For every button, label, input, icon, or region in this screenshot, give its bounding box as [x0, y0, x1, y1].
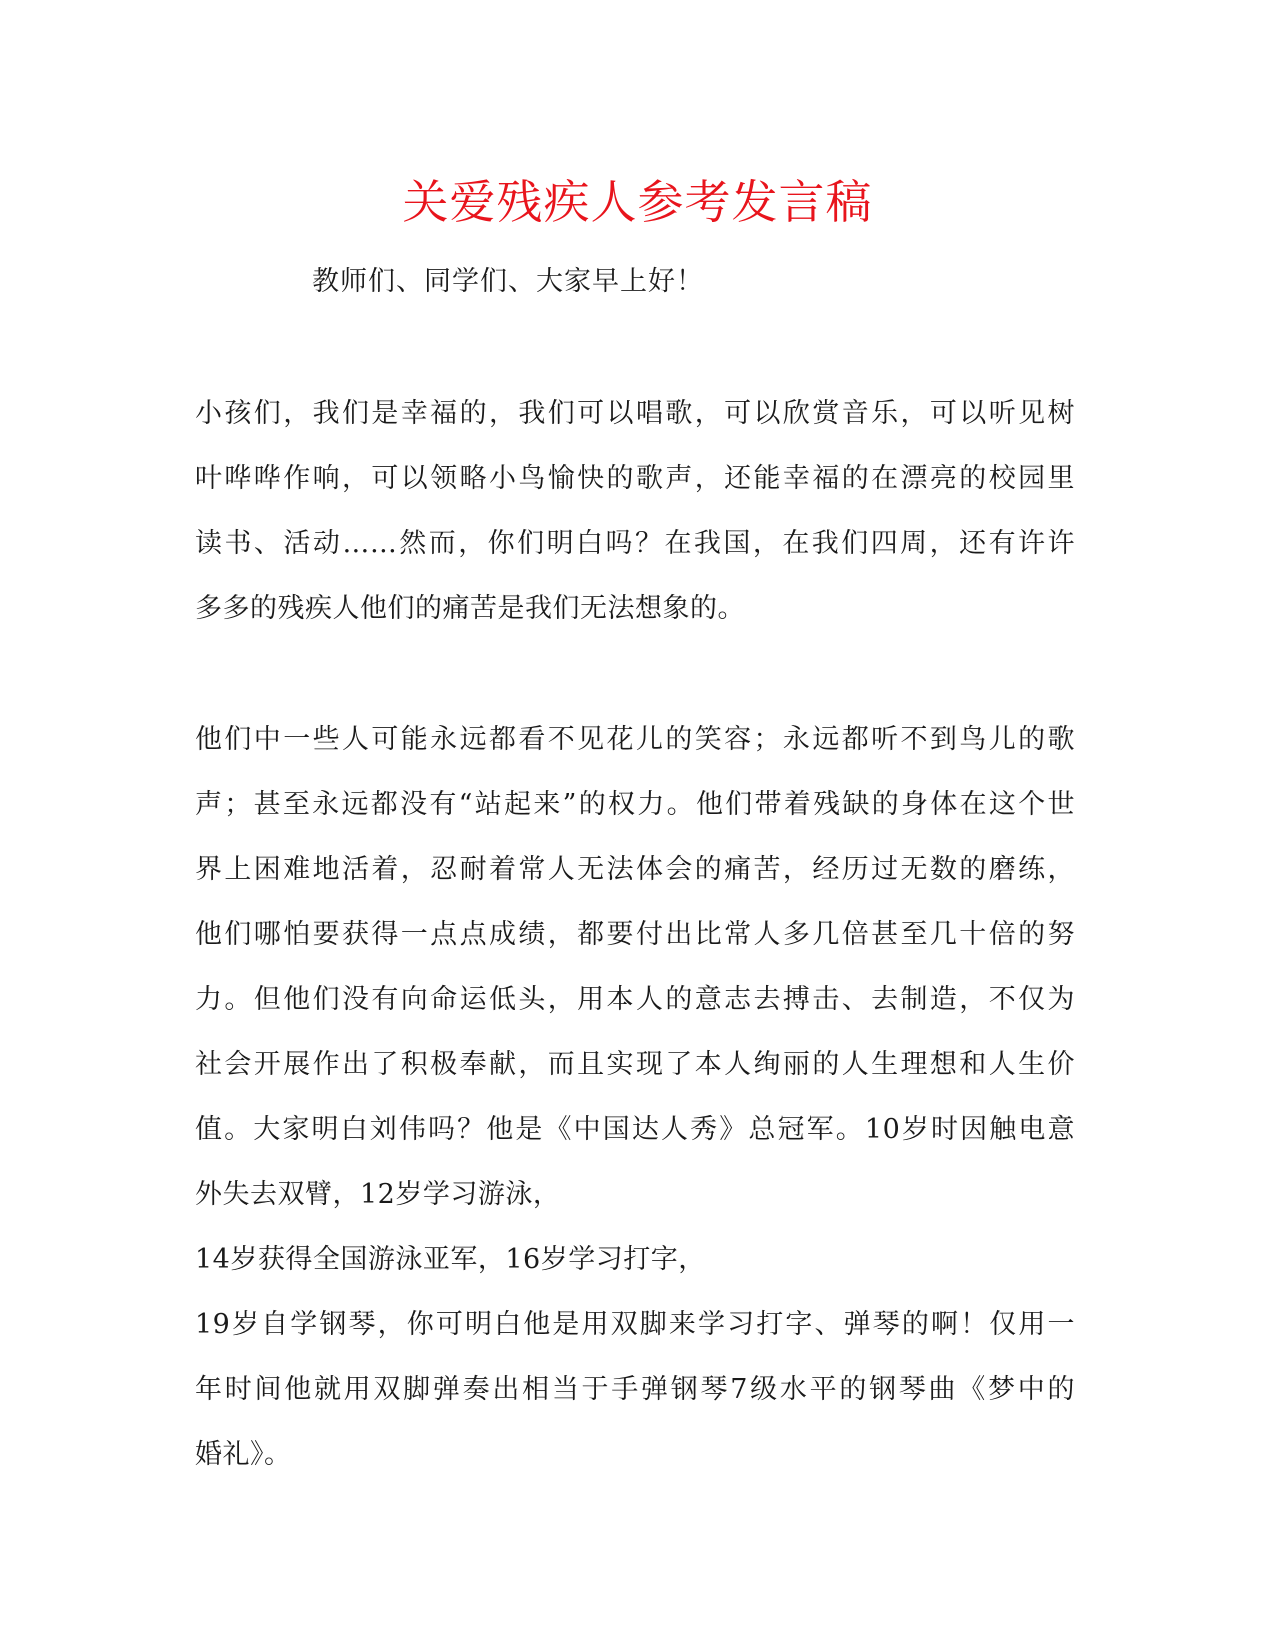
- paragraph-line: 界上困难地活着，忍耐着常人无法体会的痛苦，经历过无数的磨练，: [195, 854, 1075, 885]
- paragraph-1: [195, 381, 1075, 641]
- paragraph-line: 社会开展作出了积极奉献，而且实现了本人绚丽的人生理想和人生价: [195, 1049, 1075, 1080]
- paragraph-line: 婚礼》。: [195, 1439, 292, 1470]
- paragraph-line: 值。大家明白刘伟吗？他是《中国达人秀》总冠军。10岁时因触电意: [195, 1114, 1075, 1145]
- greeting-line: 教师们、同学们、大家早上好！: [312, 266, 704, 297]
- paragraph-line: 他们中一些人可能永远都看不见花儿的笑容；永远都听不到鸟儿的歌: [195, 724, 1075, 755]
- paragraph-line: 声；甚至永远都没有“站起来”的权力。他们带着残缺的身体在这个世: [195, 789, 1075, 820]
- paragraph-line: 多多的残疾人他们的痛苦是我们无法想象的。: [195, 593, 745, 624]
- paragraph-line: 力。但他们没有向命运低头，用本人的意志去搏击、去制造，不仅为: [195, 984, 1075, 1015]
- paragraph-line: 外失去双臂，12岁学习游泳，: [195, 1179, 561, 1210]
- paragraph-line: 他们哪怕要获得一点点成绩，都要付出比常人多几倍甚至几十倍的努: [195, 919, 1075, 950]
- paragraph-line: 读书、活动……然而，你们明白吗？在我国，在我们四周，还有许许: [195, 528, 1075, 559]
- paragraph-line: 年时间他就用双脚弹奏出相当于手弹钢琴7级水平的钢琴曲《梦中的: [195, 1374, 1075, 1405]
- paragraph-line: 19岁自学钢琴，你可明白他是用双脚来学习打字、弹琴的啊！仅用一: [195, 1309, 1075, 1340]
- paragraph-line: 叶哗哗作响，可以领略小鸟愉快的歌声，还能幸福的在漂亮的校园里: [195, 463, 1075, 494]
- paragraph-line: 14岁获得全国游泳亚军，16岁学习打字，: [195, 1244, 706, 1275]
- document-title: 关爱残疾人参考发言稿: [402, 175, 873, 229]
- paragraph-line: 小孩们，我们是幸福的，我们可以唱歌，可以欣赏音乐，可以听见树: [195, 398, 1075, 429]
- paragraph-2: [195, 707, 1075, 1487]
